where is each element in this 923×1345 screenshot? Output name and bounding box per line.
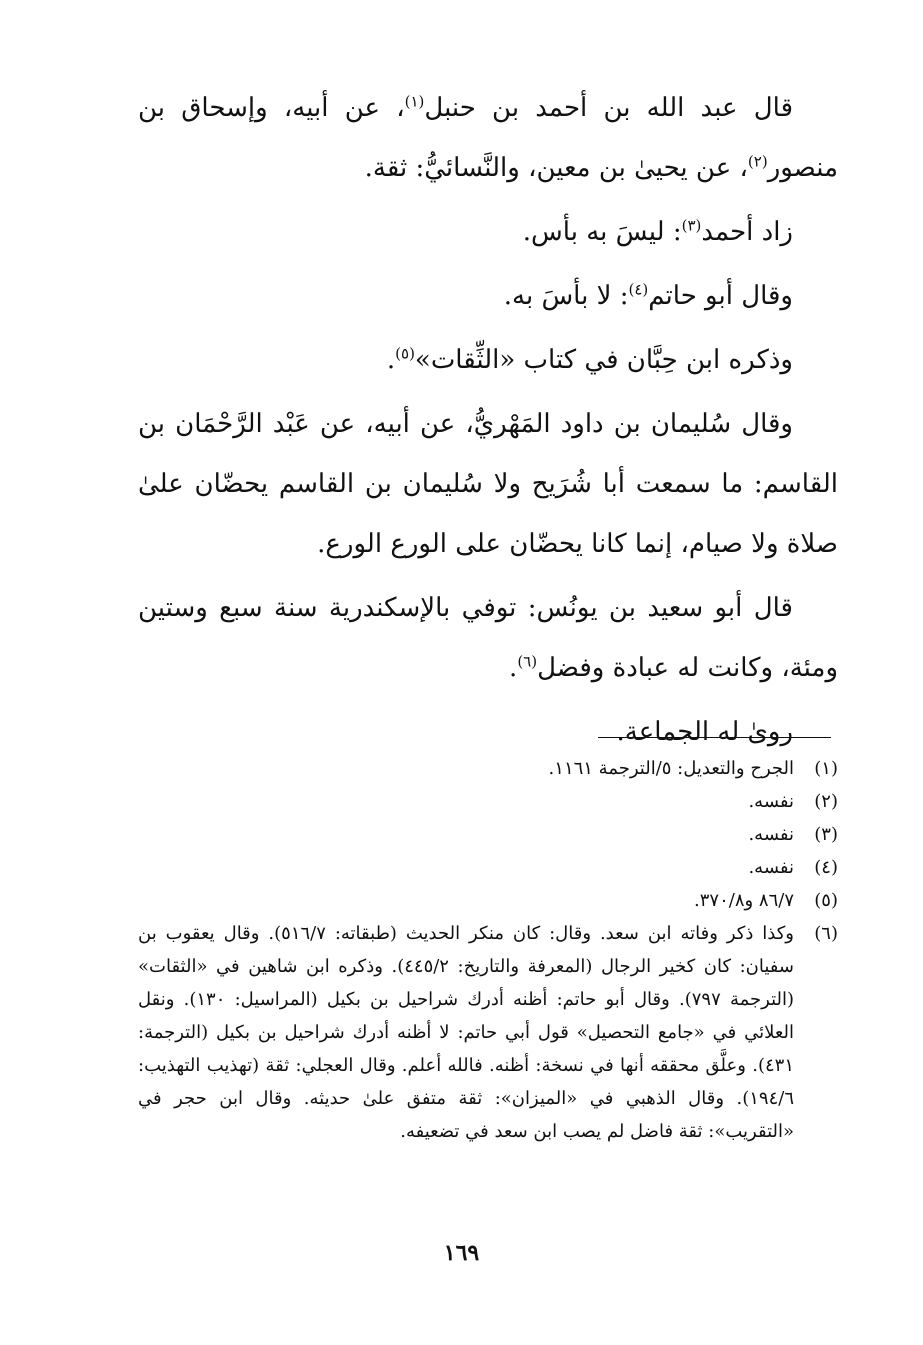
text-segment: وذكره ابن حِبَّان في كتاب «الثِّقات»: [414, 345, 793, 375]
footnote-number: (١): [814, 758, 838, 779]
footnote-1: [138, 752, 838, 785]
footnote-text: نفسه.: [748, 857, 794, 878]
footnote-divider: [598, 737, 831, 738]
text-segment: ، عن أبيه، وإسحاق بن منصور: [138, 93, 838, 183]
text-segment: .: [386, 345, 396, 375]
paragraph-3: [138, 266, 838, 326]
text-segment: : ليسَ به بأس.: [522, 217, 682, 247]
text-segment: .: [509, 653, 518, 683]
footnote-6: [138, 917, 838, 1148]
text-segment: روىٰ له الجماعة.: [616, 717, 793, 747]
footnote-number: (٢): [814, 791, 838, 812]
paragraph-1: [138, 78, 838, 198]
footnote-5: [138, 884, 838, 917]
footnote-text: نفسه.: [748, 791, 794, 812]
text-segment: قال أبو سعيد بن يونُس: توفي بالإسكندرية سنة سبع وستين ومئة، وكانت له عبادة وفضل: [138, 593, 838, 683]
text-segment: وقال سُليمان بن داود المَهْريُّ، عن أبيه، عن عَبْد الرَّحْمَان بن القاسم: ما سمعت أبا شُرَيح ولا سُليمان بن القاسم يحضّان علىٰ صلاة ولا صيام، إنما كانا يحضّان على الورع الورع.: [138, 409, 838, 559]
paragraph-5: [138, 394, 838, 574]
main-text: [138, 78, 838, 762]
paragraph-2: [138, 202, 838, 262]
footnote-text: وكذا ذكر وفاته ابن سعد. وقال: كان منكر الحديث (طبقاته: ٥١٦/٧). وقال يعقوب بن سفيان: كان كخير الرجال (المعرفة والتاريخ: ٤٤٥/٢). وذكره ابن شاهين في «الثقات» (الترجمة ٧٩٧). وقال أبو حاتم: أظنه أدرك شراحيل بن بكيل (المراسيل: ١٣٠). ونقل العلائي في «جامع التحصيل» قول أبي حاتم: لا أظنه أدرك شراحيل بن بكيل (الترجمة: ٤٣١). وعلَّق محققه أنها في نسخة: أظنه. فالله أعلم. وقال العجلي: ثقة (تهذيب التهذيب: ١٩٤/٦). وقال الذهبي في «الميزان»: ثقة متفق علىٰ حديثه. وقال ابن حجر في «التقريب»: ثقة فاضل لم يصب ابن سعد في تضعيفه.: [138, 923, 795, 1142]
text-segment: وقال أبو حاتم: [648, 281, 793, 311]
footnote-4: [138, 851, 838, 884]
footnote-text: ٨٦/٧ و٣٧٠/٨.: [694, 890, 794, 911]
footnote-number: (٥): [814, 890, 838, 911]
paragraph-6: [138, 578, 838, 698]
text-segment: قال عبد الله بن أحمد بن حنبل: [424, 93, 794, 123]
footnote-ref: (٤): [628, 280, 649, 299]
footnote-number: (٣): [814, 824, 838, 845]
footnotes: [138, 752, 838, 1148]
footnote-ref: (٦): [517, 652, 538, 671]
footnote-text: نفسه.: [748, 824, 794, 845]
text-segment: : لا بأسَ به.: [503, 281, 629, 311]
footnote-number: (٦): [814, 923, 838, 944]
footnote-3: [138, 818, 838, 851]
footnote-text: الجرح والتعديل: ٥/الترجمة ١١٦١.: [548, 758, 794, 779]
footnote-ref: (١): [404, 92, 425, 111]
footnote-ref: (٢): [747, 152, 768, 171]
text-segment: زاد أحمد: [701, 217, 793, 247]
footnote-ref: (٣): [681, 216, 702, 235]
footnote-2: [138, 785, 838, 818]
page-number: ١٦٩: [443, 1240, 480, 1266]
paragraph-4: [138, 330, 838, 390]
footnote-ref: (٥): [395, 344, 415, 363]
text-segment: ، عن يحيىٰ بن معين، والنَّسائيُّ: ثقة.: [364, 153, 748, 183]
footnote-number: (٤): [814, 857, 838, 878]
